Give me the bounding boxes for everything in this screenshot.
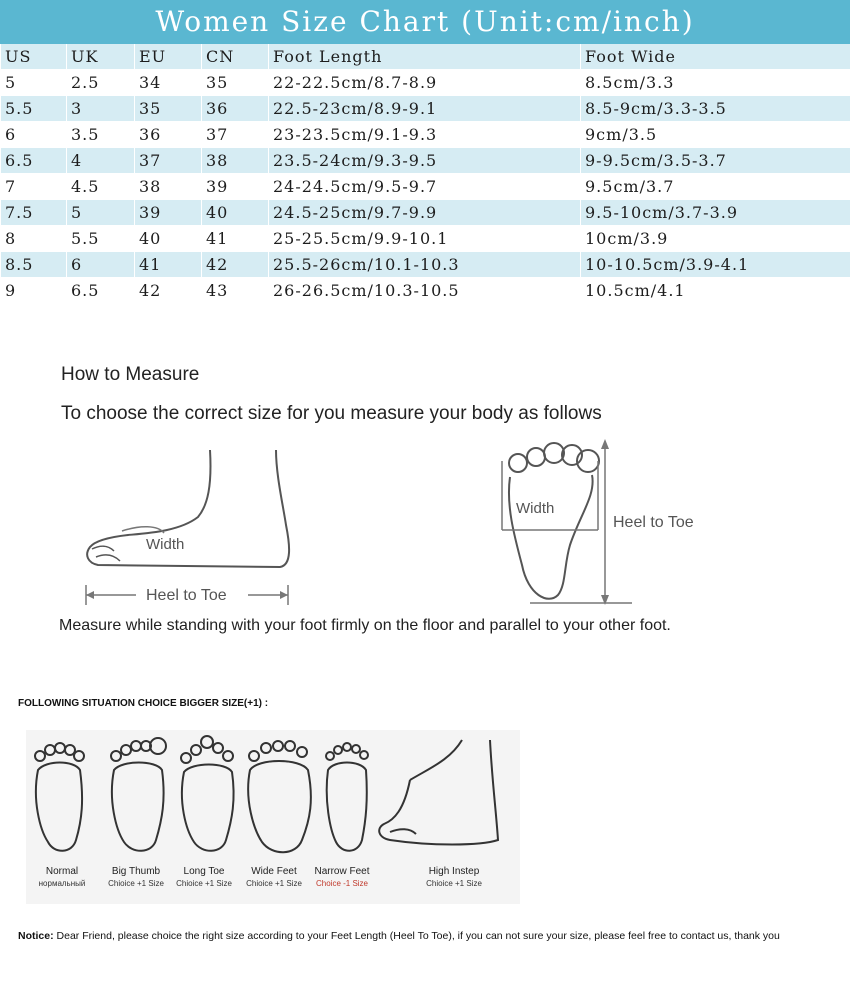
header-eu: EU [135, 44, 202, 70]
foot-caption-narrow-feet [302, 865, 382, 889]
cell-cn: 40 [202, 200, 269, 226]
notice-message: Dear Friend, please choice the right size according to your Feet Length (Heel To Toe), if you can not sure your size, please feel free to contact us, thank you [56, 930, 780, 942]
foot-name: High Instep [428, 866, 480, 877]
notice-label: Notice: [18, 930, 54, 942]
cell-foot-wide: 9.5-10cm/3.7-3.9 [581, 200, 850, 226]
foot-caption-high-instep [414, 865, 494, 889]
size-chart-title: Women Size Chart (Unit:cm/inch) [0, 0, 850, 44]
cell-uk: 3 [67, 96, 135, 122]
cell-foot-length: 22.5-23cm/8.9-9.1 [269, 96, 581, 122]
cell-uk: 3.5 [67, 122, 135, 148]
cell-eu: 36 [135, 122, 202, 148]
size-chart [0, 0, 850, 304]
table-header-row [1, 44, 850, 70]
cell-uk: 6.5 [67, 278, 135, 304]
cell-us: 6.5 [1, 148, 67, 174]
cell-eu: 41 [135, 252, 202, 278]
header-foot-length: Foot Length [269, 44, 581, 70]
cell-foot-length: 23.5-24cm/9.3-9.5 [269, 148, 581, 174]
foot-detail: Chioice +1 Size [108, 879, 164, 888]
cell-eu: 38 [135, 174, 202, 200]
table-row [1, 70, 850, 96]
cell-foot-length: 22-22.5cm/8.7-8.9 [269, 70, 581, 96]
cell-foot-wide: 10cm/3.9 [581, 226, 850, 252]
foot-name: Long Toe [183, 866, 225, 877]
header-us: US [1, 44, 67, 70]
foot-detail: Chioice +1 Size [426, 879, 482, 888]
cell-uk: 2.5 [67, 70, 135, 96]
cell-us: 5.5 [1, 96, 67, 122]
foot-detail: Choice -1 Size [315, 879, 369, 888]
notice-text [18, 930, 780, 942]
cell-us: 9 [1, 278, 67, 304]
cell-foot-wide: 8.5-9cm/3.3-3.5 [581, 96, 850, 122]
foot-detail: нормальный [38, 879, 86, 888]
cell-cn: 42 [202, 252, 269, 278]
cell-foot-length: 24-24.5cm/9.5-9.7 [269, 174, 581, 200]
table-row [1, 96, 850, 122]
cell-cn: 37 [202, 122, 269, 148]
top-foot-icon [500, 435, 720, 610]
cell-us: 7 [1, 174, 67, 200]
foot-detail: Chioice +1 Size [246, 879, 302, 888]
big-thumb-foot-icon [111, 738, 166, 851]
cell-cn: 36 [202, 96, 269, 122]
foot-name: Narrow Feet [314, 866, 370, 877]
bigger-size-title: FOLLOWING SITUATION CHOICE BIGGER SIZE(+1) : [18, 698, 269, 709]
top-width-label: Width [516, 500, 555, 517]
table-row [1, 122, 850, 148]
wide-foot-icon [248, 741, 311, 852]
cell-eu: 34 [135, 70, 202, 96]
cell-us: 8 [1, 226, 67, 252]
foot-caption-long-toe [164, 865, 244, 889]
cell-eu: 40 [135, 226, 202, 252]
foot-detail: Chioice +1 Size [176, 879, 232, 888]
header-uk: UK [67, 44, 135, 70]
header-cn: CN [202, 44, 269, 70]
cell-foot-length: 25.5-26cm/10.1-10.3 [269, 252, 581, 278]
foot-name: Normal [45, 866, 79, 877]
high-instep-foot-icon [379, 740, 498, 845]
cell-foot-length: 23-23.5cm/9.1-9.3 [269, 122, 581, 148]
cell-foot-wide: 9cm/3.5 [581, 122, 850, 148]
cell-uk: 4 [67, 148, 135, 174]
cell-uk: 5.5 [67, 226, 135, 252]
cell-eu: 39 [135, 200, 202, 226]
cell-us: 6 [1, 122, 67, 148]
normal-foot-icon [35, 743, 84, 851]
table-row [1, 278, 850, 304]
foot-name: Big Thumb [111, 866, 161, 877]
size-table [0, 44, 850, 304]
cell-eu: 35 [135, 96, 202, 122]
cell-foot-length: 24.5-25cm/9.7-9.9 [269, 200, 581, 226]
cell-foot-length: 25-25.5cm/9.9-10.1 [269, 226, 581, 252]
foot-types-panel [26, 730, 520, 904]
side-foot-icon [80, 445, 300, 610]
cell-cn: 38 [202, 148, 269, 174]
cell-foot-wide: 8.5cm/3.3 [581, 70, 850, 96]
cell-uk: 5 [67, 200, 135, 226]
cell-us: 5 [1, 70, 67, 96]
table-row [1, 226, 850, 252]
cell-foot-wide: 10.5cm/4.1 [581, 278, 850, 304]
cell-cn: 41 [202, 226, 269, 252]
table-row [1, 200, 850, 226]
table-row [1, 174, 850, 200]
table-row [1, 148, 850, 174]
side-length-label: Heel to Toe [146, 587, 227, 604]
cell-foot-length: 26-26.5cm/10.3-10.5 [269, 278, 581, 304]
cell-us: 8.5 [1, 252, 67, 278]
cell-cn: 43 [202, 278, 269, 304]
header-foot-wide: Foot Wide [581, 44, 850, 70]
cell-cn: 39 [202, 174, 269, 200]
measure-note: Measure while standing with your foot firmly on the floor and parallel to your other foot. [59, 617, 671, 634]
measure-subtitle: To choose the correct size for you measure your body as follows [61, 403, 602, 424]
table-row [1, 252, 850, 278]
cell-uk: 6 [67, 252, 135, 278]
cell-eu: 42 [135, 278, 202, 304]
cell-uk: 4.5 [67, 174, 135, 200]
measure-title: How to Measure [61, 364, 200, 385]
foot-caption-normal [22, 865, 102, 889]
long-toe-foot-icon [181, 736, 234, 851]
foot-name: Wide Feet [251, 866, 297, 877]
side-width-label: Width [146, 536, 185, 553]
top-length-label: Heel to Toe [613, 514, 694, 531]
narrow-foot-icon [326, 743, 368, 851]
cell-cn: 35 [202, 70, 269, 96]
cell-foot-wide: 9.5cm/3.7 [581, 174, 850, 200]
cell-us: 7.5 [1, 200, 67, 226]
cell-eu: 37 [135, 148, 202, 174]
cell-foot-wide: 10-10.5cm/3.9-4.1 [581, 252, 850, 278]
cell-foot-wide: 9-9.5cm/3.5-3.7 [581, 148, 850, 174]
